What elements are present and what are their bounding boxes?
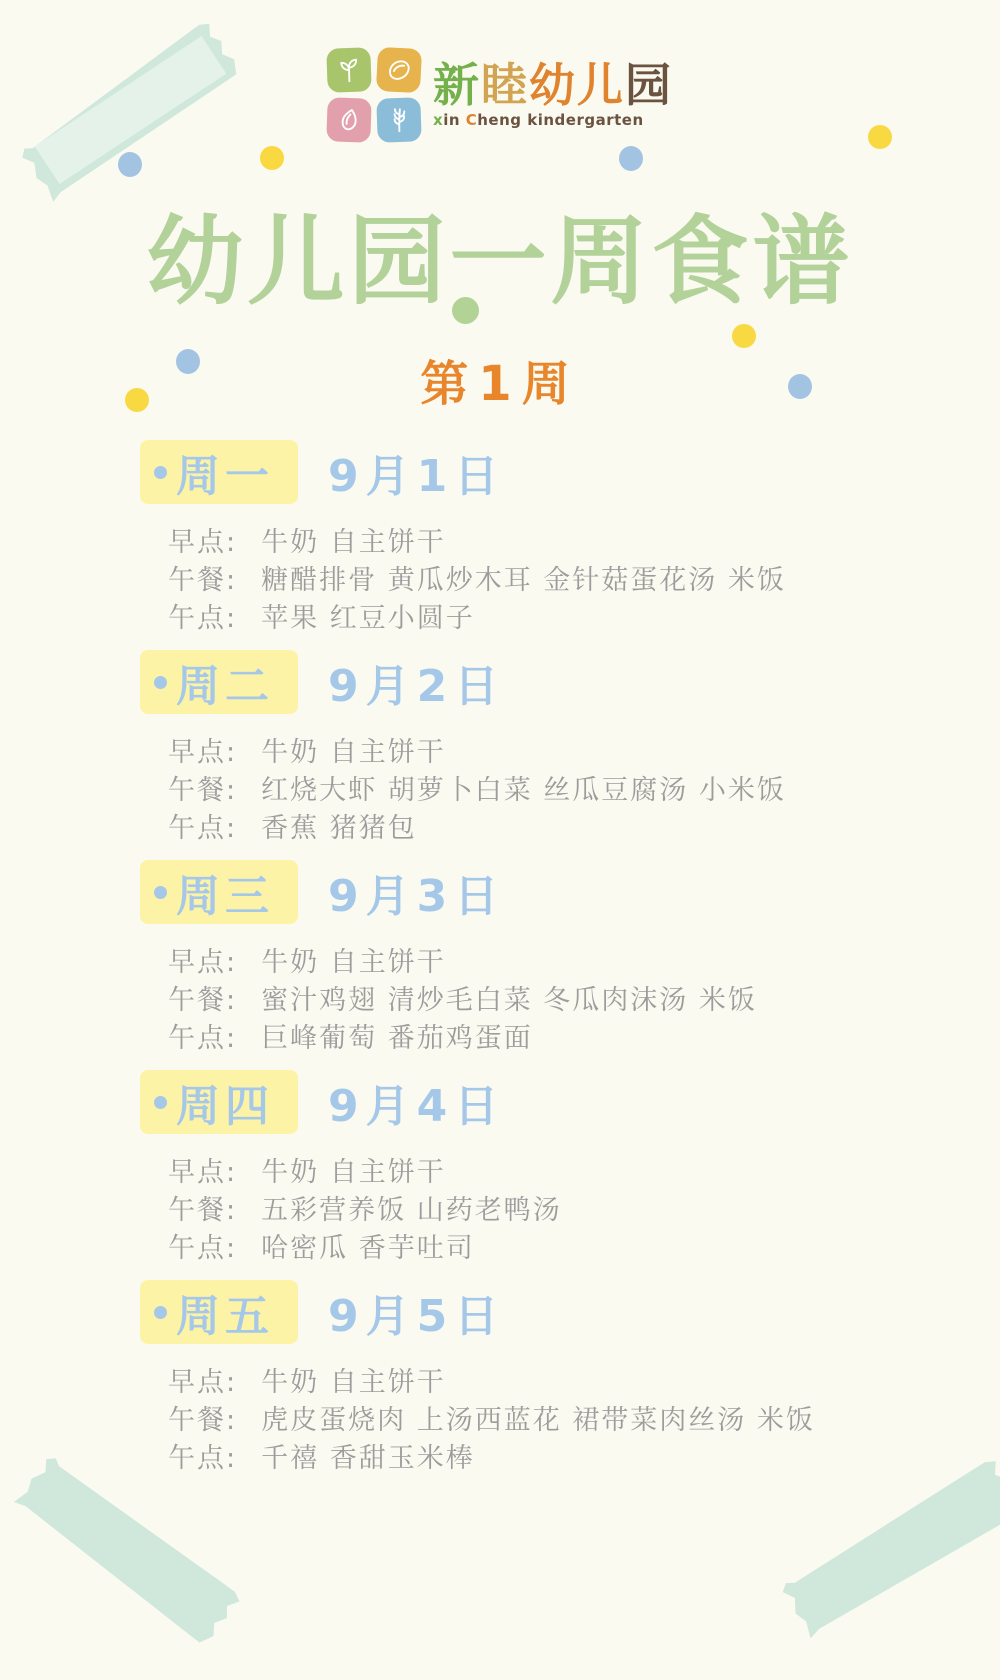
- meal-label: 午餐:: [168, 1195, 238, 1226]
- day-header: [140, 650, 815, 714]
- meal-value: 牛奶 自主饼干: [261, 1367, 446, 1398]
- logo-char: 园: [625, 57, 673, 112]
- meal-value: 哈密瓜 香芋吐司: [261, 1233, 475, 1264]
- bullet-dot-icon: [154, 886, 167, 899]
- day-date: 9月5日: [328, 1291, 506, 1342]
- menu-list: [140, 440, 815, 1490]
- kindergarten-name-en: [433, 111, 644, 129]
- logo-tiles: [327, 48, 421, 142]
- decor-dot-yellow: [260, 146, 284, 170]
- meal-row: [168, 810, 815, 848]
- week-label: 第1周: [420, 356, 580, 412]
- meal-value: 虎皮蛋烧肉 上汤西蓝花 裙带菜肉丝汤 米饭: [261, 1405, 815, 1436]
- meal-list: [168, 734, 815, 848]
- meal-value: 蜜汁鸡翅 清炒毛白菜 冬瓜肉沫汤 米饭: [261, 985, 757, 1016]
- logo-text: [433, 57, 673, 130]
- day-date: 9月4日: [328, 1081, 506, 1132]
- logo-char: 睦: [481, 57, 529, 112]
- logo-sub-part: kindergarten: [527, 111, 644, 130]
- meal-value: 香蕉 猪猪包: [261, 813, 417, 844]
- meal-value: 五彩营养饭 山药老鸭汤: [261, 1195, 562, 1226]
- day-section-friday: [140, 1280, 815, 1478]
- meal-label: 早点:: [168, 1157, 238, 1188]
- decor-dot-blue: [619, 146, 643, 171]
- meal-list: [168, 944, 815, 1058]
- day-name: 周五: [176, 1291, 274, 1342]
- meal-value: 牛奶 自主饼干: [261, 527, 446, 558]
- meal-list: [168, 1154, 815, 1268]
- meal-value: 糖醋排骨 黄瓜炒木耳 金针菇蛋花汤 米饭: [261, 565, 786, 596]
- day-section-monday: [140, 440, 815, 638]
- meal-row: [168, 1192, 815, 1230]
- bullet-dot-icon: [154, 466, 167, 479]
- meal-label: 午点:: [168, 1023, 238, 1054]
- meal-row: [168, 944, 815, 982]
- meal-row: [168, 562, 815, 600]
- meal-label: 午餐:: [168, 985, 238, 1016]
- meal-value: 巨峰葡萄 番茄鸡蛋面: [261, 1023, 533, 1054]
- day-section-thursday: [140, 1070, 815, 1268]
- kindergarten-logo: [0, 48, 1000, 142]
- meal-label: 午餐:: [168, 1405, 238, 1436]
- decor-dot-blue: [118, 152, 142, 177]
- day-date: 9月1日: [328, 451, 506, 502]
- meal-label: 早点:: [168, 947, 238, 978]
- day-chip: [140, 860, 298, 924]
- bean-icon: [376, 47, 422, 93]
- kindergarten-name: [433, 57, 673, 112]
- meal-row: [168, 600, 815, 638]
- meal-label: 午点:: [168, 813, 238, 844]
- day-chip: [140, 1070, 298, 1134]
- meal-label: 早点:: [168, 737, 238, 768]
- meal-row: [168, 734, 815, 772]
- day-section-wednesday: [140, 860, 815, 1058]
- meal-value: 牛奶 自主饼干: [261, 1157, 446, 1188]
- meal-row: [168, 1230, 815, 1268]
- meal-row: [168, 1440, 815, 1478]
- day-name: 周四: [176, 1081, 274, 1132]
- logo-sub-part: C: [465, 111, 478, 130]
- meal-value: 牛奶 自主饼干: [261, 947, 446, 978]
- logo-sub-part: heng: [477, 111, 528, 130]
- wheat-icon: [376, 97, 422, 143]
- logo-sub-part: x: [433, 111, 444, 130]
- meal-label: 午点:: [168, 603, 238, 634]
- meal-value: 红烧大虾 胡萝卜白菜 丝瓜豆腐汤 小米饭: [261, 775, 786, 806]
- day-name: 周一: [176, 451, 274, 502]
- logo-char: 新: [433, 57, 481, 112]
- meal-label: 午点:: [168, 1443, 238, 1474]
- day-section-tuesday: [140, 650, 815, 848]
- meal-row: [168, 1364, 815, 1402]
- day-header: [140, 440, 815, 504]
- day-date: 9月2日: [328, 661, 506, 712]
- meal-label: 早点:: [168, 1367, 238, 1398]
- day-name: 周三: [176, 871, 274, 922]
- meal-label: 午餐:: [168, 775, 238, 806]
- day-header: [140, 860, 815, 924]
- meal-value: 牛奶 自主饼干: [261, 737, 446, 768]
- meal-row: [168, 1020, 815, 1058]
- day-header: [140, 1280, 815, 1344]
- meal-label: 早点:: [168, 527, 238, 558]
- bullet-dot-icon: [154, 1096, 167, 1109]
- meal-value: 苹果 红豆小圆子: [261, 603, 475, 634]
- meal-list: [168, 1364, 815, 1478]
- logo-char: 幼: [529, 57, 577, 112]
- meal-label: 午点:: [168, 1233, 238, 1264]
- meal-list: [168, 524, 815, 638]
- bullet-dot-icon: [154, 1306, 167, 1319]
- page-title: 幼儿园一周食谱: [146, 205, 854, 318]
- meal-row: [168, 524, 815, 562]
- day-chip: [140, 440, 298, 504]
- day-name: 周二: [176, 661, 274, 712]
- meal-value: 千禧 香甜玉米棒: [261, 1443, 475, 1474]
- bullet-dot-icon: [154, 676, 167, 689]
- logo-char: 儿: [577, 57, 625, 112]
- meal-row: [168, 982, 815, 1020]
- meal-label: 午餐:: [168, 565, 238, 596]
- meal-row: [168, 1402, 815, 1440]
- day-date: 9月3日: [328, 871, 506, 922]
- day-chip: [140, 1280, 298, 1344]
- meal-row: [168, 1154, 815, 1192]
- day-chip: [140, 650, 298, 714]
- seed-icon: [326, 97, 372, 143]
- sprout-icon: [326, 47, 372, 93]
- day-header: [140, 1070, 815, 1134]
- logo-sub-part: in: [443, 111, 466, 130]
- meal-row: [168, 772, 815, 810]
